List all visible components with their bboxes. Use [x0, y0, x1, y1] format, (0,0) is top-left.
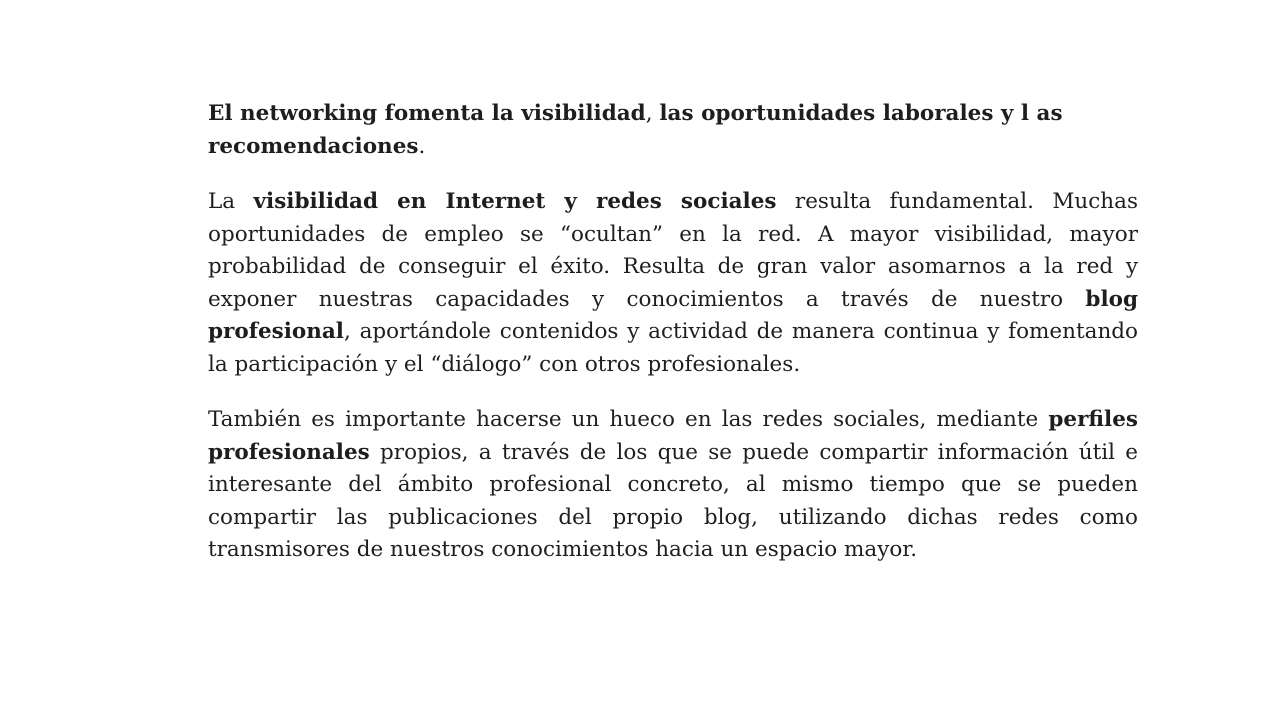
heading-part-2: las oportunidades laborales y l as recomendaciones	[208, 101, 1063, 159]
para1-text-2: resulta fundamental. Muchas oportunidades de empleo se “ocultan” en la red. A mayor visibilidad, mayor probabilidad de conseguir el éxito. Resulta de gran valor asomarnos a la red y exponer nuestras capacidades y conocimientos a través de nuestro	[208, 189, 1138, 312]
para1-bold-1: visibilidad en Internet y redes sociales	[253, 189, 777, 214]
slide-body	[208, 98, 1138, 590]
para1-bold-2: blog profesional	[208, 286, 1138, 344]
visibility-paragraph	[208, 186, 1138, 381]
para2-bold-1: perfiles profesionales	[208, 407, 1138, 465]
para2-text-2: propios, a través de los que se puede compartir información útil e interesante del ámbito profesional concreto, al mismo tiempo que se pueden compartir las publicaciones del propio blog, utilizando dichas redes como transmisores de nuestros conocimientos hacia un espacio mayor.	[208, 439, 1138, 562]
heading-separator: ,	[645, 101, 660, 126]
para1-text-3: , aportándole contenidos y actividad de manera continua y fomentando la participación y el “diálogo” con otros profesionales.	[208, 319, 1138, 377]
para1-text-1: La	[208, 189, 254, 214]
heading-part-1: El networking fomenta la visibilidad	[208, 101, 646, 126]
heading-end: .	[418, 133, 426, 159]
heading-paragraph	[208, 98, 1138, 163]
para2-text-1: También es importante hacerse un hueco en las redes sociales, mediante	[208, 407, 1049, 432]
social-networks-paragraph	[208, 404, 1138, 567]
